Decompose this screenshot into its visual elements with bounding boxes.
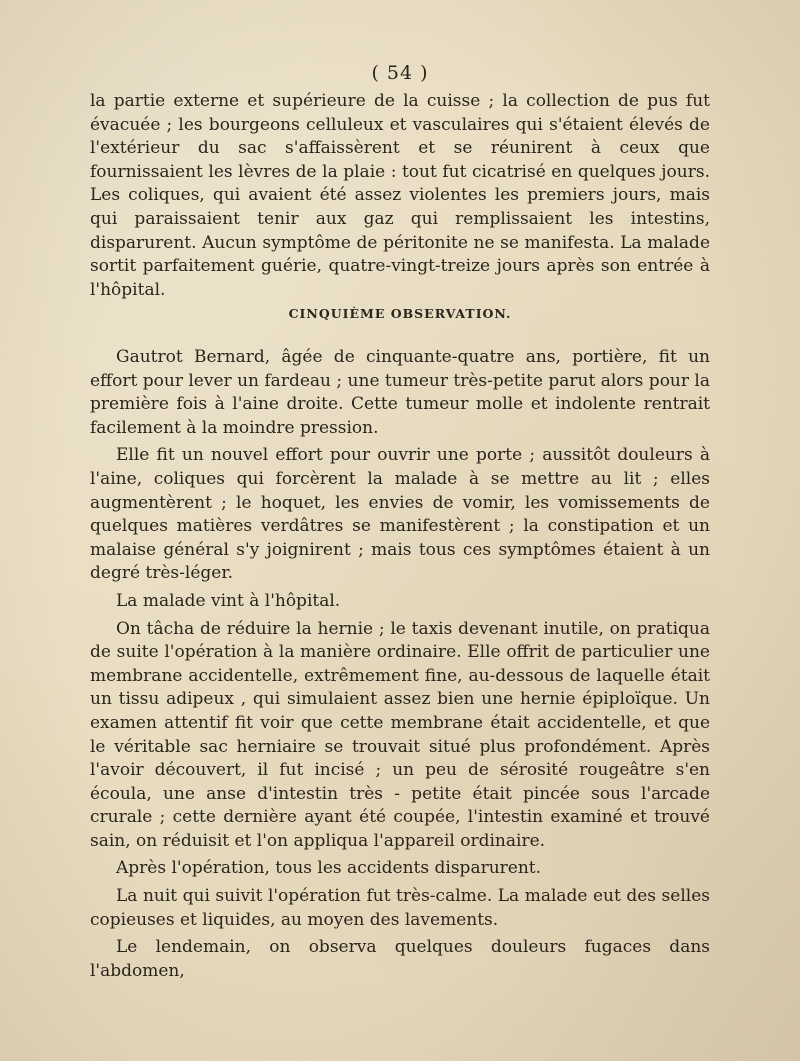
observation-paragraph: Après l'opération, tous les accidents disparurent. xyxy=(116,858,542,879)
observation-paragraph: La nuit qui suivit l'opération fut très-calme. La malade eut des selles copieuses et liquides, au moyen des lavements. xyxy=(90,886,710,930)
observation-paragraph: Le lendemain, on observa quelques douleurs fugaces dans l'abdomen, xyxy=(90,937,710,981)
observation-paragraph: Elle fit un nouvel effort pour ouvrir une porte ; aussitôt douleurs à l'aine, coliques qui forcèrent la malade à se mettre au lit ; elles augmentèrent ; le hoquet, les envies de vomir, les vomissements de quelques matières verdâtres se manifestèrent ; la constipation et un malaise général s'y joignirent ; mais tous ces symptômes étaient à un degré très-léger. xyxy=(90,445,710,584)
observation-paragraph: La malade vint à l'hôpital. xyxy=(116,590,341,611)
observation-paragraph: On tâcha de réduire la hernie ; le taxis devenant inutile, on pratiqua de suite l'opération à la manière ordinaire. Elle offrit de particulier une membrane accidentelle, extrêmement fine, au-dessous de laquelle était un tissu adipeux , qui simulaient assez bien une hernie épiploïque. Un examen attentif fit voir que cette membrane était accidentelle, et que le véritable sac herniaire se trouvait situé plus profondément. Après l'avoir découvert, il fut incisé ; un peu de sérosité rougeâtre s'en écoula, une anse d'intestin très - petite était pincée sous l'arcade crurale ; cette dernière ayant été coupée, l'intestin examiné et trouvé sain, on réduisit et l'on appliqua l'appareil ordinaire. xyxy=(90,618,710,851)
opening-paragraph: la partie externe et supérieure de la cuisse ; la collection de pus fut évacuée ; les bourgeons celluleux et vasculaires qui s'étaient élevés de l'extérieur du sac s'affaissèrent et se réunirent à ceux que fournissaient les lèvres de la plaie : tout fut cicatrisé en quelques jours. Les coliques, qui avaient été assez violentes les premiers jours, mais qui paraissaient tenir aux gaz qui remplissaient les intestins, disparurent. Aucun symptôme de péritonite ne se manifesta. La malade sortit parfaitement guérie, quatre-vingt-treize jours après son entrée à l'hôpital. xyxy=(90,91,710,300)
observation-paragraph: Gautrot Bernard, âgée de cinquante-quatre ans, portière, fit un effort pour lever un fardeau ; une tumeur très-petite parut alors pour la première fois à l'aine droite. Cette tumeur molle et indolente rentrait facilement à la moindre pression. xyxy=(90,347,710,438)
observation-body xyxy=(90,346,710,987)
section-heading: CINQUIÈME OBSERVATION. xyxy=(288,306,512,321)
page-number: ( 54 ) xyxy=(371,62,429,84)
